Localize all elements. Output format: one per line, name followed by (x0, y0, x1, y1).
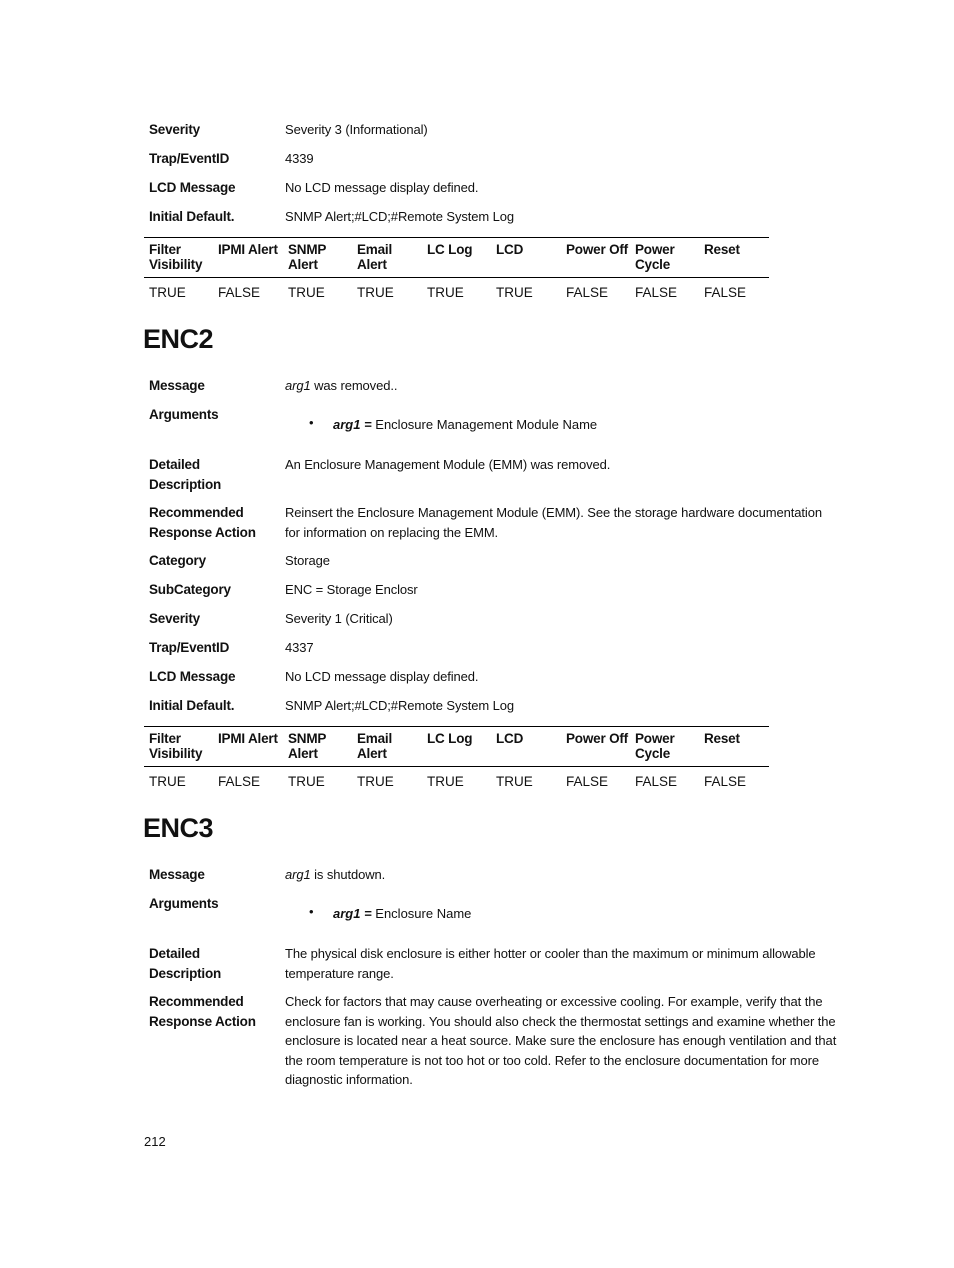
table-header: Filter Visibility (149, 242, 203, 272)
alert-table (144, 726, 769, 796)
argument-description: Enclosure Management Module Name (371, 417, 598, 432)
section-heading-enc2: ENC2 (143, 324, 214, 354)
table-header: Power Off (566, 242, 628, 257)
message-arg: arg1 (285, 867, 311, 882)
field-value: The physical disk enclosure is either hotter or cooler than the maximum or minimum allowable temperature range. (285, 946, 816, 981)
table-header: Email Alert (357, 731, 393, 761)
field-label: LCD Message (149, 669, 236, 684)
table-cell: FALSE (704, 285, 747, 300)
argument-description: Enclosure Name (371, 906, 472, 921)
field-label: Detailed Description (149, 457, 222, 492)
field-label: Recommended Response Action (149, 994, 256, 1029)
table-header: IPMI Alert (218, 731, 278, 746)
table-top-rule (144, 726, 769, 727)
field-label: Arguments (149, 407, 219, 422)
field-value: Check for factors that may cause overheating or excessive cooling. For example, verify that the enclosure fan is working. You should also check the thermostat settings and examine whether the enclosure is located near a heat source. Make sure the enclosure has enough ventilation and that the room temperature is not too hot or too cold. Refer to the enclosure documentation for more diagnostic information. (285, 994, 837, 1087)
table-header: Power Cycle (635, 731, 675, 761)
field-value: No LCD message display defined. (285, 180, 479, 195)
table-header: Power Cycle (635, 242, 675, 272)
argument-name: arg1 = (333, 417, 372, 432)
table-header: Power Off (566, 731, 628, 746)
table-header: IPMI Alert (218, 242, 278, 257)
table-cell: TRUE (496, 285, 533, 300)
field-label: Detailed Description (149, 946, 222, 981)
table-header: LC Log (427, 731, 473, 746)
table-header: Reset (704, 242, 740, 257)
table-header-rule (144, 766, 769, 767)
field-value: Severity 3 (Informational) (285, 122, 428, 137)
field-label: Trap/EventID (149, 151, 230, 166)
field-value: 4337 (285, 640, 314, 655)
field-value: ENC = Storage Enclosr (285, 582, 418, 597)
table-cell: TRUE (357, 285, 394, 300)
page-number: 212 (144, 1134, 166, 1149)
field-value: SNMP Alert;#LCD;#Remote System Log (285, 698, 515, 713)
field-label: Recommended Response Action (149, 505, 256, 540)
table-header-rule (144, 277, 769, 278)
field-label: Arguments (149, 896, 219, 911)
alert-table (144, 237, 769, 307)
field-value: Severity 1 (Critical) (285, 611, 393, 626)
table-header: Email Alert (357, 242, 393, 272)
field-label: SubCategory (149, 582, 231, 597)
field-value: 4339 (285, 151, 314, 166)
message-arg: arg1 (285, 378, 311, 393)
field-label: Initial Default. (149, 209, 235, 224)
table-header: Filter Visibility (149, 731, 203, 761)
table-cell: TRUE (288, 774, 325, 789)
table-cell: TRUE (427, 774, 464, 789)
table-cell: TRUE (357, 774, 394, 789)
section-heading-enc3: ENC3 (143, 813, 214, 843)
table-cell: TRUE (149, 774, 186, 789)
field-label: Message (149, 867, 205, 882)
bullet-icon: • (309, 415, 314, 430)
field-value (285, 865, 837, 885)
table-cell: FALSE (635, 774, 678, 789)
table-cell: TRUE (427, 285, 464, 300)
table-header: LCD (496, 731, 524, 746)
table-cell: FALSE (704, 774, 747, 789)
field-label: Trap/EventID (149, 640, 230, 655)
field-value (285, 376, 837, 396)
field-value: Reinsert the Enclosure Management Module (EMM). See the storage hardware documentation for information on replacing the EMM. (285, 505, 822, 540)
field-value: An Enclosure Management Module (EMM) was removed. (285, 457, 611, 472)
table-header: SNMP Alert (288, 731, 327, 761)
table-cell: FALSE (566, 774, 609, 789)
field-value: SNMP Alert;#LCD;#Remote System Log (285, 209, 515, 224)
field-label: Category (149, 553, 206, 568)
table-header: LC Log (427, 242, 473, 257)
table-cell: TRUE (288, 285, 325, 300)
table-cell: FALSE (218, 285, 261, 300)
table-cell: FALSE (566, 285, 609, 300)
table-cell: FALSE (635, 285, 678, 300)
message-text: was removed.. (310, 378, 398, 393)
field-label: Severity (149, 611, 200, 626)
argument-text (333, 415, 597, 434)
field-label: Initial Default. (149, 698, 235, 713)
table-cell: TRUE (149, 285, 186, 300)
field-value: Storage (285, 553, 330, 568)
table-header: Reset (704, 731, 740, 746)
message-text: is shutdown. (310, 867, 386, 882)
bullet-icon: • (309, 904, 314, 919)
field-label: Message (149, 378, 205, 393)
table-top-rule (144, 237, 769, 238)
table-header: LCD (496, 242, 524, 257)
argument-name: arg1 = (333, 906, 372, 921)
table-header: SNMP Alert (288, 242, 327, 272)
table-cell: TRUE (496, 774, 533, 789)
field-label: LCD Message (149, 180, 236, 195)
argument-text (333, 904, 471, 923)
table-cell: FALSE (218, 774, 261, 789)
field-label: Severity (149, 122, 200, 137)
field-value: No LCD message display defined. (285, 669, 479, 684)
